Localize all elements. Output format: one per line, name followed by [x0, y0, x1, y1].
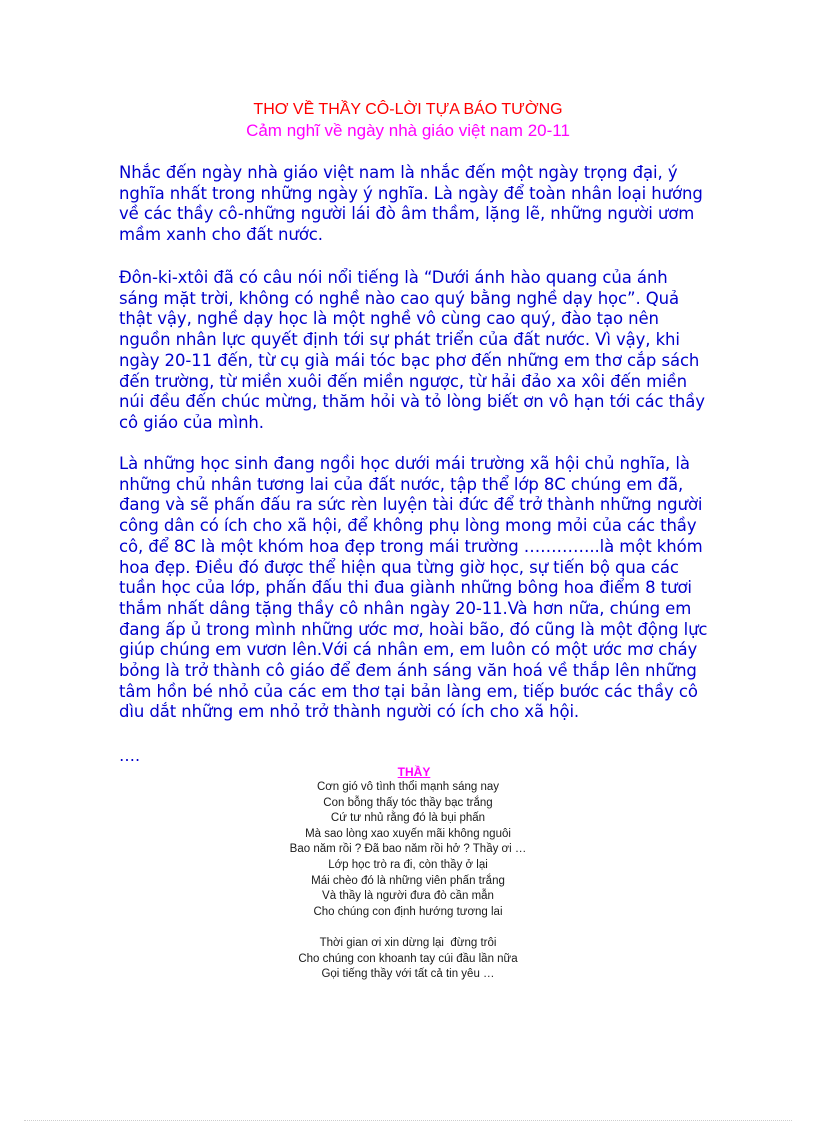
stanza-gap [0, 920, 816, 936]
paragraph-class-8c: Là những học sinh đang ngồi học dưới mái trường xã hội chủ nghĩa, là những chủ nhân tương lai của đất nước, tập thể lớp 8C chúng em đã, đang và sẽ phấn đấu ra sức rèn luyện tài đức để trở thành những người công dân có ích cho xã hội, để không phụ lòng mong mỏi của các thầy cô, để 8C là một khóm hoa đẹp trong mái trường …………..là một khóm hoa đẹp. Điều đó được thể hiện qua từng giờ học, sự tiến bộ qua các tuần học của lớp, phấn đấu thi đua giành những bông hoa điểm 8 tươi thắm nhất dâng tặng thầy cô nhân ngày 20-11.Và hơn nữa, chúng em đang ấp ủ trong mình những ước mơ, hoài bão, đó cũng là một động lực giúp chúng em vươn lên.Với cá nhân em, em luôn có một ước mơ cháy bỏng là trở thành cô giáo để đem ánh sáng văn hoá về thắp lên những tâm hồn bé nhỏ của các em thơ tại bản làng em, tiếp bước các thầy cô dìu dắt những em nhỏ trở thành người có ích cho xã hội. [119, 454, 708, 722]
poem-line: Lớp học trò ra đi, còn thầy ở lại [328, 858, 488, 871]
poem-line: Gọi tiếng thầy với tất cả tin yêu … [321, 968, 495, 981]
poem-body [0, 780, 816, 983]
poem-line: Bao năm rồi ? Đã bao năm rồi hở ? Thầy ơi … [289, 843, 527, 856]
poem-line: Mà sao lòng xao xuyến mãi không nguôi [305, 827, 511, 840]
page-bottom-divider [24, 1120, 792, 1121]
page-subtitle: Cảm nghĩ về ngày nhà giáo việt nam 20-11 [246, 121, 570, 140]
poem-line: Cho chúng con định hướng tương lai [313, 905, 503, 918]
paragraph-quote: Đôn-ki-xtôi đã có câu nói nổi tiếng là “Dưới ánh hào quang của ánh sáng mặt trời, không có nghề nào cao quý bằng nghề dạy học”. Quả thật vậy, nghề dạy học là một nghề vô cùng cao quý, đào tạo nên nguồn nhân lực quyết định tới sự phát triển của đất nước. Vì vậy, khi ngày 20-11 đến, từ cụ già mái tóc bạc phơ đến những em thơ cắp sách đến trường, từ miền xuôi đến miền ngược, từ hải đảo xa xôi đến miền núi đều đến chúc mừng, thăm hỏi và tỏ lòng biết ơn vô hạn tới các thầy cô giáo của mình. [119, 268, 705, 432]
paragraph-intro: Nhắc đến ngày nhà giáo việt nam là nhắc đến một ngày trọng đại, ý nghĩa nhất trong những ngày ý nghĩa. Là ngày để toàn nhân loại hướng về các thầy cô-những người lái đò âm thầm, lặng lẽ, những người ươm mầm xanh cho đất nước. [119, 163, 703, 245]
poem-line: Con bỗng thấy tóc thầy bạc trắng [323, 796, 493, 809]
poem-line: Cứ tư nhủ rằng đó là bụi phấn [330, 812, 486, 825]
ellipsis-text: …. [119, 746, 141, 765]
poem-line: Cho chúng con khoanh tay cúi đầu lần nữa [298, 952, 518, 965]
page-title: THƠ VỀ THẦY CÔ-LỜI TỰA BÁO TƯỜNG [253, 101, 563, 118]
poem-line: Mái chèo đó là những viên phấn trắng [311, 874, 505, 887]
poem-line: Và thầy là người đưa đò cần mẫn [322, 890, 494, 903]
poem-line: Thời gian ơi xin dừng lại đừng trôi [319, 936, 497, 949]
poem-title: THẦY [397, 765, 431, 779]
poem-line: Cơn gió vô tình thổi mạnh sáng nay [316, 781, 500, 793]
